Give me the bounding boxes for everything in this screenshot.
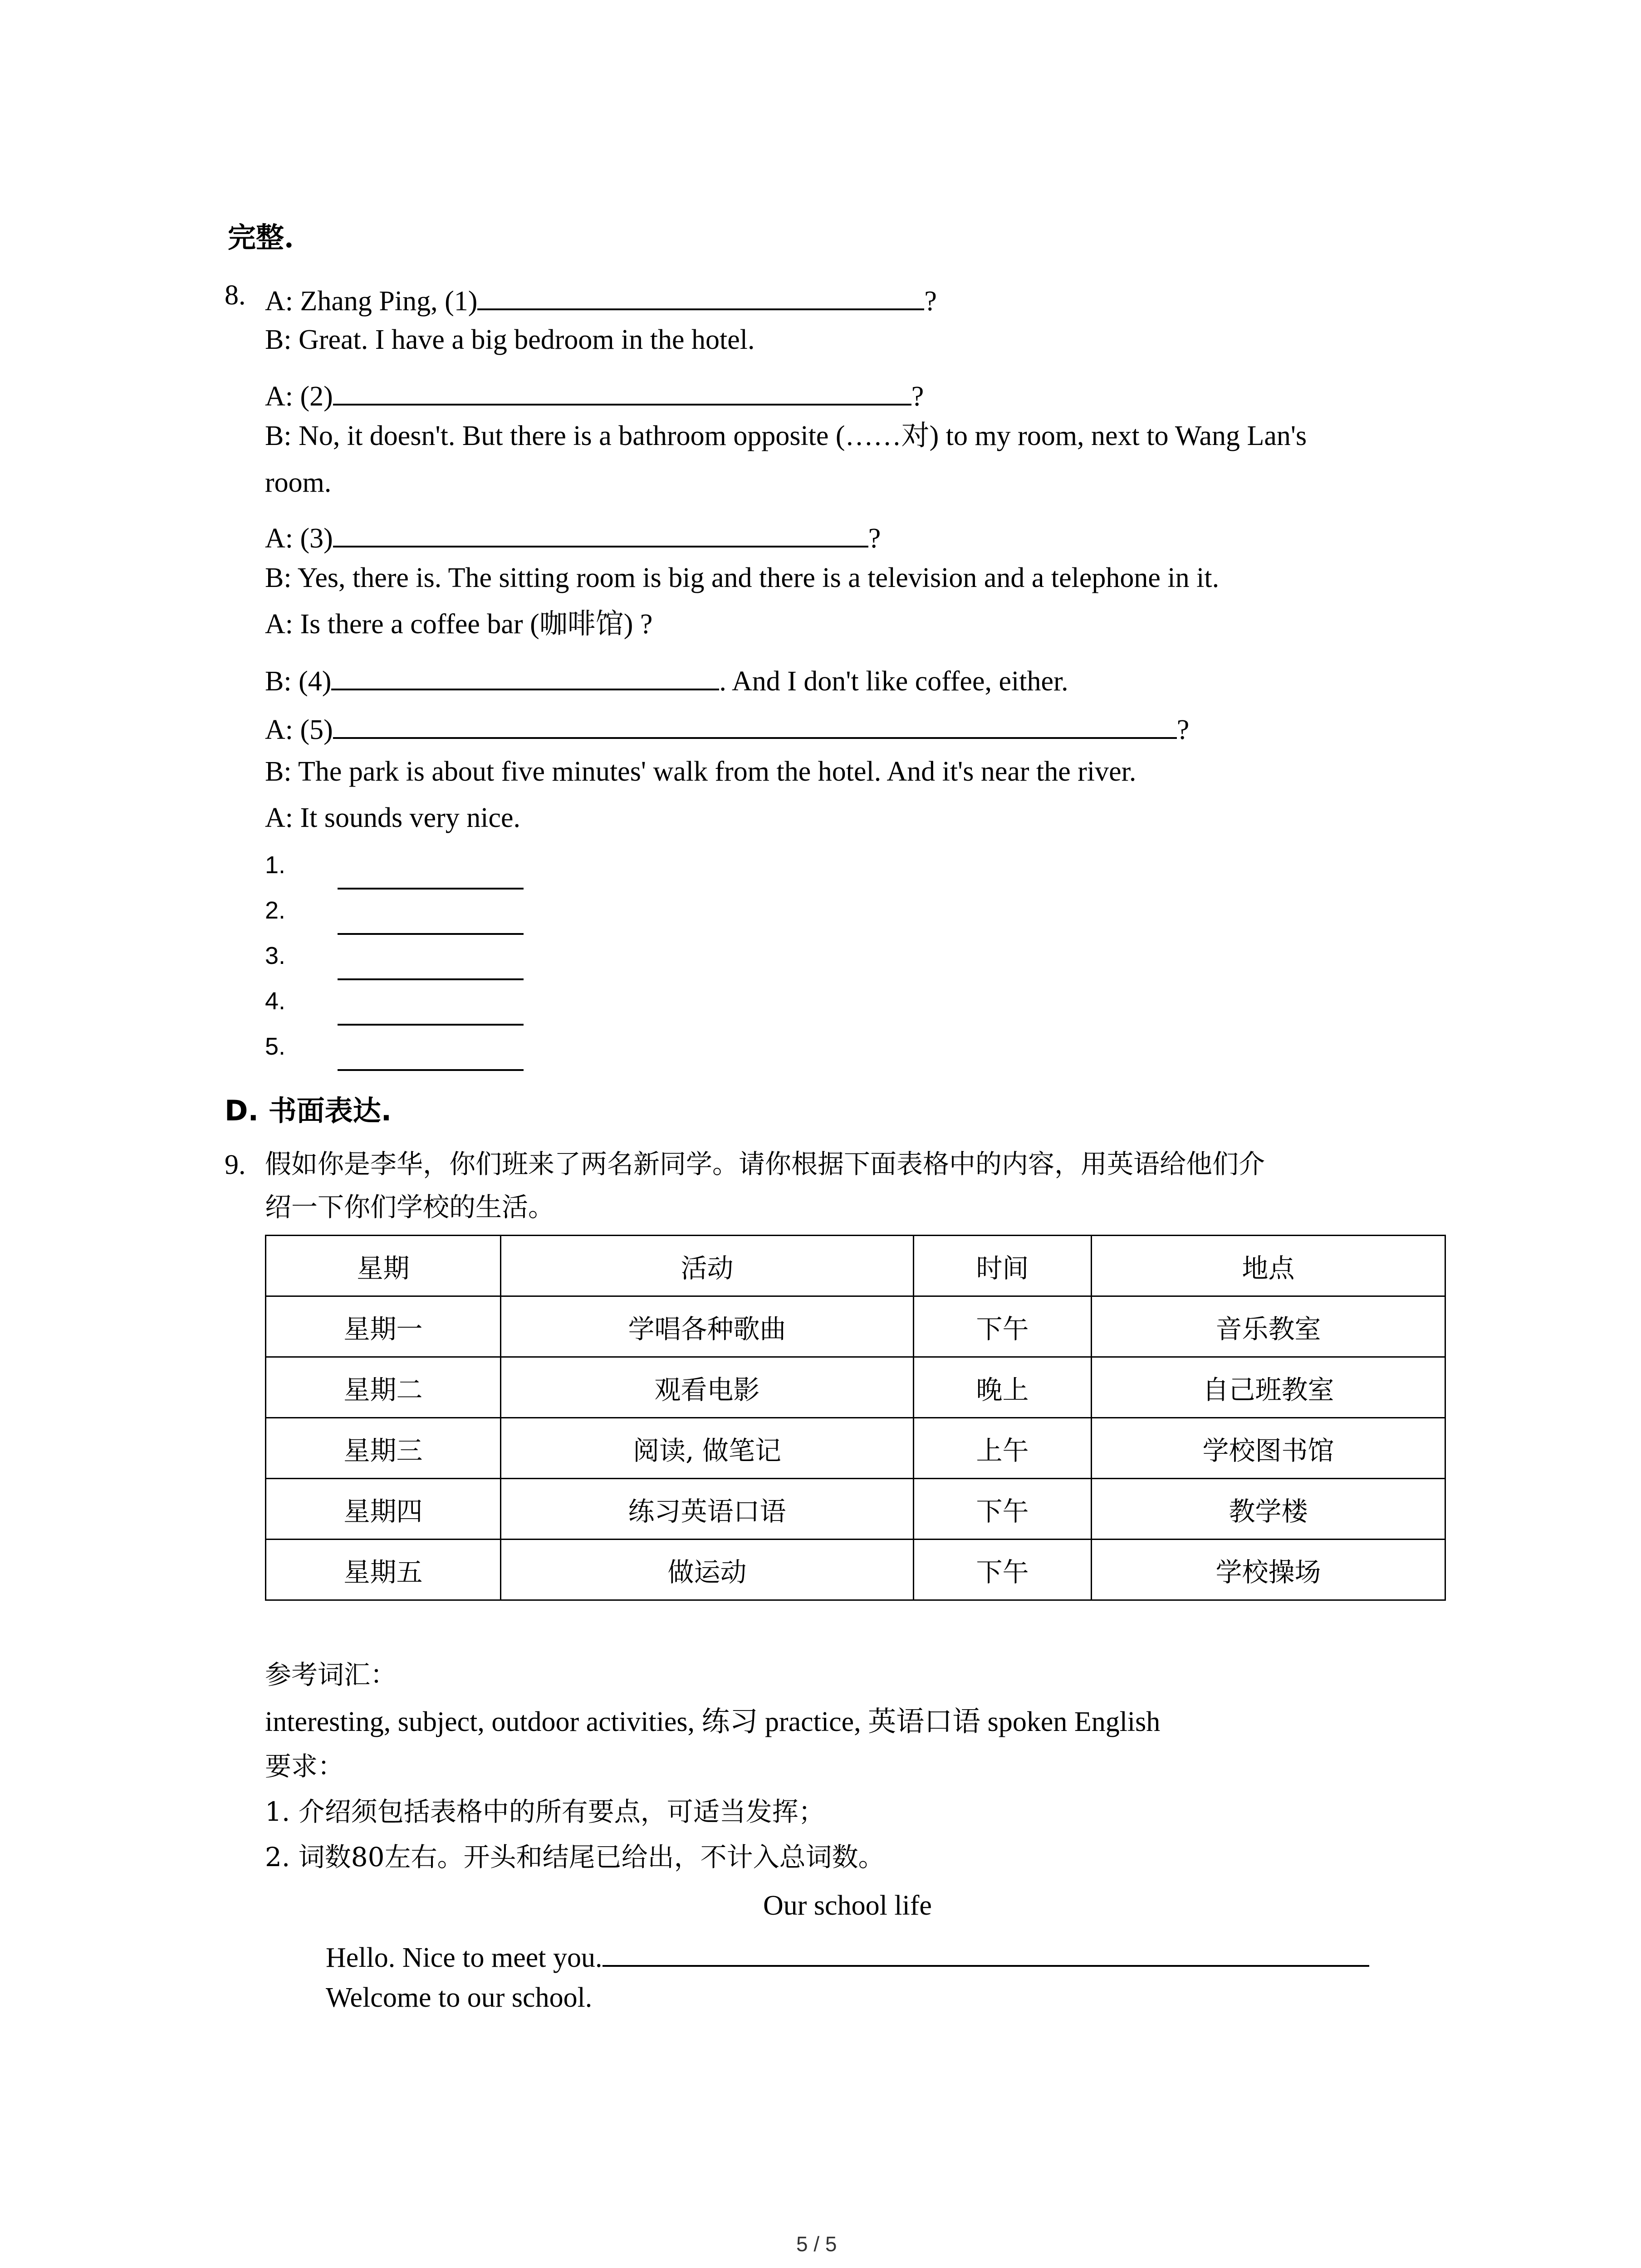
table-header: 地点	[1092, 1236, 1445, 1296]
table-cell: 下午	[914, 1540, 1092, 1600]
dialog-text: ?	[1176, 714, 1190, 745]
dialog-text: . And I don't like coffee, either.	[719, 666, 1068, 697]
question-number-9: 9.	[225, 1149, 246, 1180]
requirement-1: 1. 介绍须包括表格中的所有要点，可适当发挥；	[265, 1796, 825, 1827]
table-cell: 学校图书馆	[1092, 1418, 1445, 1479]
essay-end: Welcome to our school.	[326, 1982, 593, 2013]
blank-1[interactable]	[477, 281, 924, 310]
table-cell: 练习英语口语	[501, 1479, 914, 1540]
vocab-text: interesting, subject, outdoor activities, 练习 practice, 英语口语 spoken English	[265, 1706, 1161, 1737]
question-number-8: 8.	[225, 280, 246, 311]
table-cell: 星期二	[266, 1357, 501, 1418]
table-header-row	[266, 1236, 1445, 1296]
table-row	[266, 1357, 1445, 1418]
table-cell: 自己班教室	[1092, 1357, 1445, 1418]
table-cell: 做运动	[501, 1540, 914, 1600]
blank-4[interactable]	[331, 661, 719, 690]
requirements-label: 要求：	[265, 1751, 344, 1782]
table-row	[266, 1540, 1445, 1600]
dialog-line-10	[265, 710, 1189, 744]
table-header: 时间	[914, 1236, 1092, 1296]
table-cell: 学校操场	[1092, 1540, 1445, 1600]
table-cell: 教学楼	[1092, 1479, 1445, 1540]
page-number: 5 / 5	[796, 2232, 837, 2256]
table-row	[266, 1296, 1445, 1357]
section-c-tail: 完整.	[228, 221, 294, 254]
table-cell: 星期五	[266, 1540, 501, 1600]
answer-line-5[interactable]	[338, 1069, 524, 1071]
table-cell: 音乐教室	[1092, 1296, 1445, 1357]
answer-line-2[interactable]	[338, 933, 524, 935]
dialog-line-9	[265, 661, 1068, 695]
schedule-table	[265, 1235, 1446, 1601]
blank-3[interactable]	[333, 518, 868, 547]
vocab-label: 参考词汇：	[265, 1659, 397, 1690]
answer-number-2: 2.	[265, 897, 286, 924]
answer-number-1: 1.	[265, 851, 286, 879]
dialog-line-11: B: The park is about five minutes' walk from the hotel. And it's near the river.	[265, 756, 1136, 787]
answer-number-3: 3.	[265, 942, 286, 969]
dialog-line-3	[265, 376, 924, 411]
blank-2[interactable]	[333, 376, 911, 406]
dialog-line-6	[265, 518, 881, 552]
dialog-text: ?	[911, 381, 924, 412]
table-cell: 下午	[914, 1296, 1092, 1357]
dialog-text: A: Zhang Ping, (1)	[265, 286, 478, 317]
table-row	[266, 1418, 1445, 1479]
prompt-line-1: 假如你是李华，你们班来了两名新同学。请你根据下面表格中的内容，用英语给他们介	[265, 1149, 1265, 1179]
table-cell: 晚上	[914, 1357, 1092, 1418]
table-cell: 星期四	[266, 1479, 501, 1540]
table-header: 星期	[266, 1236, 501, 1296]
dialog-text: A: (2)	[265, 381, 333, 412]
answer-number-5: 5.	[265, 1033, 286, 1060]
table-cell: 学唱各种歌曲	[501, 1296, 914, 1357]
dialog-text: A: (3)	[265, 523, 333, 554]
table-row	[266, 1479, 1445, 1540]
dialog-line-7: B: Yes, there is. The sitting room is big and there is a television and a telephone in it.	[265, 562, 1220, 593]
dialog-line-12: A: It sounds very nice.	[265, 802, 521, 833]
prompt-line-2: 绍一下你们学校的生活。	[265, 1192, 555, 1222]
dialog-line-5: room.	[265, 467, 332, 498]
section-d-title: D. 书面表达.	[225, 1094, 392, 1127]
dialog-text: B: (4)	[265, 666, 332, 697]
blank-5[interactable]	[333, 710, 1177, 739]
table-cell: 上午	[914, 1418, 1092, 1479]
essay-blank[interactable]	[603, 1938, 1369, 1967]
answer-number-4: 4.	[265, 987, 286, 1015]
essay-start-line	[326, 1938, 1369, 1972]
answer-line-1[interactable]	[338, 888, 524, 890]
table-header: 活动	[501, 1236, 914, 1296]
requirement-2: 2. 词数80左右。开头和结尾已给出，不计入总词数。	[265, 1842, 885, 1872]
table-cell: 星期三	[266, 1418, 501, 1479]
dialog-line-4: B: No, it doesn't. But there is a bathroom opposite (……对) to my room, next to Wang Lan's	[265, 420, 1307, 451]
dialog-line-8: A: Is there a coffee bar (咖啡馆) ?	[265, 609, 653, 640]
answer-line-3[interactable]	[338, 978, 524, 980]
dialog-text: A: (5)	[265, 714, 333, 745]
dialog-line-1	[265, 281, 937, 315]
essay-start: Hello. Nice to meet you.	[326, 1942, 603, 1973]
essay-title: Our school life	[763, 1890, 932, 1921]
table-cell: 阅读, 做笔记	[501, 1418, 914, 1479]
answer-line-4[interactable]	[338, 1024, 524, 1026]
dialog-line-2: B: Great. I have a big bedroom in the hotel.	[265, 324, 755, 355]
dialog-text: ?	[868, 523, 881, 554]
table-cell: 观看电影	[501, 1357, 914, 1418]
table-cell: 星期一	[266, 1296, 501, 1357]
dialog-text: ?	[924, 286, 937, 317]
table-cell: 下午	[914, 1479, 1092, 1540]
